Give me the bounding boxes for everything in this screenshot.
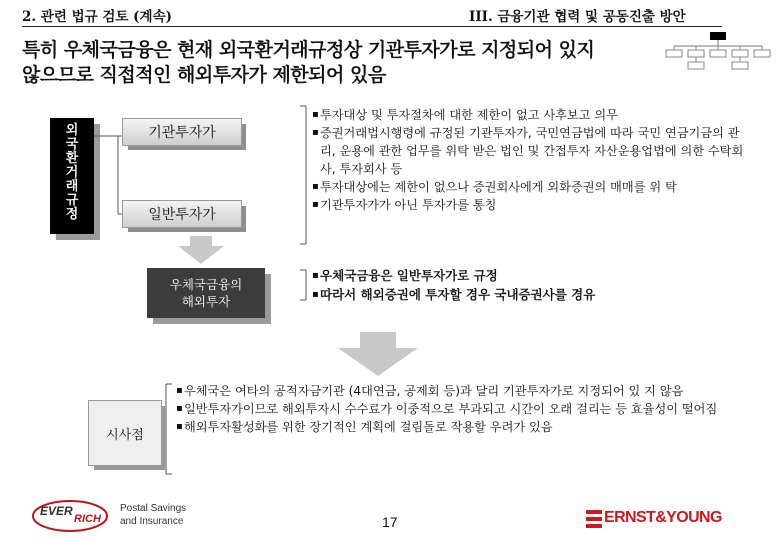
page-number: 17 [382,514,398,530]
down-arrow-large-icon [338,332,418,376]
list-item: ▪ 따라서 해외증권에 투자할 경우 국내증권사를 경유 [312,285,752,304]
list-item: ▪ 우체국은 여타의 공적자금기관 (4대연금, 공제회 등)과 달리 기관투자가로 지정되어 있 지 않음 [176,382,724,400]
list-item: ▪ 투자대상에는 제한이 없으나 증권회사에게 외화증권의 매매를 위 탁 [312,178,752,196]
everrich-text-line2: and Insurance [120,516,184,527]
list-item: ▪ 우체국금융은 일반투자가로 규정 [312,266,752,285]
postal-bullet-list [312,266,752,304]
regulation-label: 외 국 환 거 래 규 정 [65,123,79,222]
main-title-line2: 않으므로 직접적인 해외투자가 제한되어 있음 [22,64,386,86]
ey-wordmark: ERNST&YOUNG [604,509,722,526]
implication-box [88,400,162,466]
list-item: ▪ 일반투자가이므로 해외투자시 수수료가 이중적으로 부과되고 시간이 오래 걸리는 등 효율성이 떨어짐 [176,400,724,418]
implication-bullet-list [176,382,724,436]
list-item: ▪ 증권거래법시행령에 규정된 기관투자가, 국민연금법에 따라 국민 연금기금의 관리, 운용에 관한 업무를 위탁 받은 법인 및 간접투자 자산운용업법에 의한 수탁회사, 투자회사 등 [312,124,752,178]
everrich-logo [32,496,202,536]
postal-label-line2: 해외투자 [181,294,231,309]
general-investor-label: 일반투자가 [148,207,216,223]
general-investor-box [122,200,242,228]
down-arrow-icon [178,236,224,264]
institutional-bullet-list [312,106,752,214]
list-item: ▪ 해외투자활성화를 위한 장기적인 계획에 걸림돌로 작용할 우려가 있음 [176,418,724,436]
implication-label: 시사점 [106,427,144,443]
section-title: 2. 관련 법규 검토 (계속) [22,9,172,25]
everrich-rich: RICH [74,513,101,525]
everrich-text-line1: Postal Savings [120,503,187,514]
postal-label-line1: 우체국금융의 [169,277,243,292]
postal-overseas-box [147,268,265,318]
chapter-title: III. 금융기관 협력 및 공동진출 방안 [469,9,686,25]
institutional-investor-box [122,118,242,146]
list-item: ▪ 기관투자가가 아닌 투자가를 통칭 [312,196,752,214]
everrich-ever: EVER [40,504,73,518]
list-item: ▪ 투자대상 및 투자절차에 대한 제한이 없고 사후보고 의무 [312,106,752,124]
ernst-young-logo [586,508,766,532]
ey-mark-icon [586,510,602,528]
institutional-investor-label: 기관투자가 [148,125,216,141]
main-title-line1: 특히 우체국금융은 현재 외국환거래규정상 기관투자가로 지정되어 있지 [22,39,595,61]
